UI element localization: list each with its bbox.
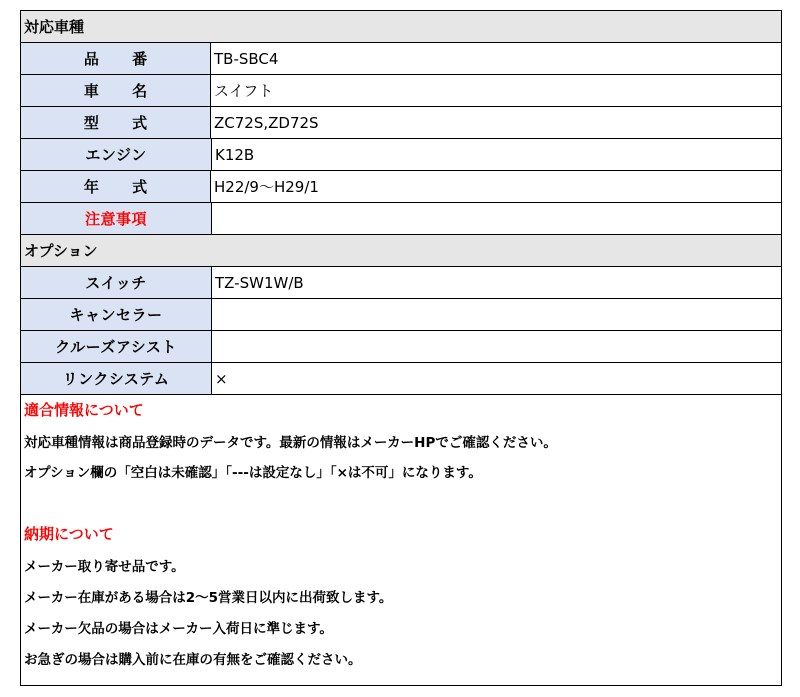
compatibility-sheet [20,10,782,686]
row-switch [21,267,781,299]
delivery-line: メーカー欠品の場合はメーカー入荷日に準じます。 [24,621,333,637]
label-switch: スイッチ [21,267,212,298]
value-cruise-assist [212,331,781,362]
value-notes [212,203,781,234]
section-header-compat [21,11,781,43]
value-canceller [212,299,781,330]
fit-info-heading: 適合情報について [24,401,144,419]
row-notes [21,203,781,235]
label-notes: 注意事項 [21,203,212,234]
label-link-system: リンクシステム [21,363,212,394]
delivery-line: お急ぎの場合は購入前に在庫の有無をご確認ください。 [24,652,362,668]
row-engine [21,139,781,171]
value-model-year: H22/9～H29/1 [211,171,781,202]
value-part-number: TB-SBC4 [211,43,781,74]
row-canceller [21,299,781,331]
row-model-year [21,171,781,203]
fit-info-line: オプション欄の「空白は未確認」「---は設定なし」「×は不可」になります。 [24,465,482,481]
row-model-code [21,107,781,139]
value-switch: TZ-SW1W/B [212,267,781,298]
label-part-number: 品 番 [21,43,211,74]
row-part-number [21,43,781,75]
fit-info-line: 対応車種情報は商品登録時のデータです。最新の情報はメーカーHPでご確認ください。 [24,435,557,451]
row-car-name [21,75,781,107]
delivery-line: メーカー在庫がある場合は2～5営業日以内に出荷致します。 [24,590,393,606]
delivery-heading: 納期について [24,525,114,543]
section-header-options [21,235,781,267]
label-canceller: キャンセラー [21,299,212,330]
value-engine: K12B [212,139,781,170]
label-car-name: 車 名 [21,75,211,106]
label-engine: エンジン [21,139,212,170]
label-cruise-assist: クルーズアシスト [21,331,212,362]
section-title-options: オプション [24,242,98,260]
value-car-name: スイフト [211,75,781,106]
value-link-system: × [212,363,781,394]
row-link-system [21,363,781,395]
label-model-code: 型 式 [21,107,211,138]
row-cruise-assist [21,331,781,363]
delivery-line: メーカー取り寄せ品です。 [24,559,185,575]
label-model-year: 年 式 [21,171,211,202]
section-title-compat: 対応車種 [24,18,85,36]
notes-area [21,395,781,685]
value-model-code: ZC72S,ZD72S [211,107,781,138]
